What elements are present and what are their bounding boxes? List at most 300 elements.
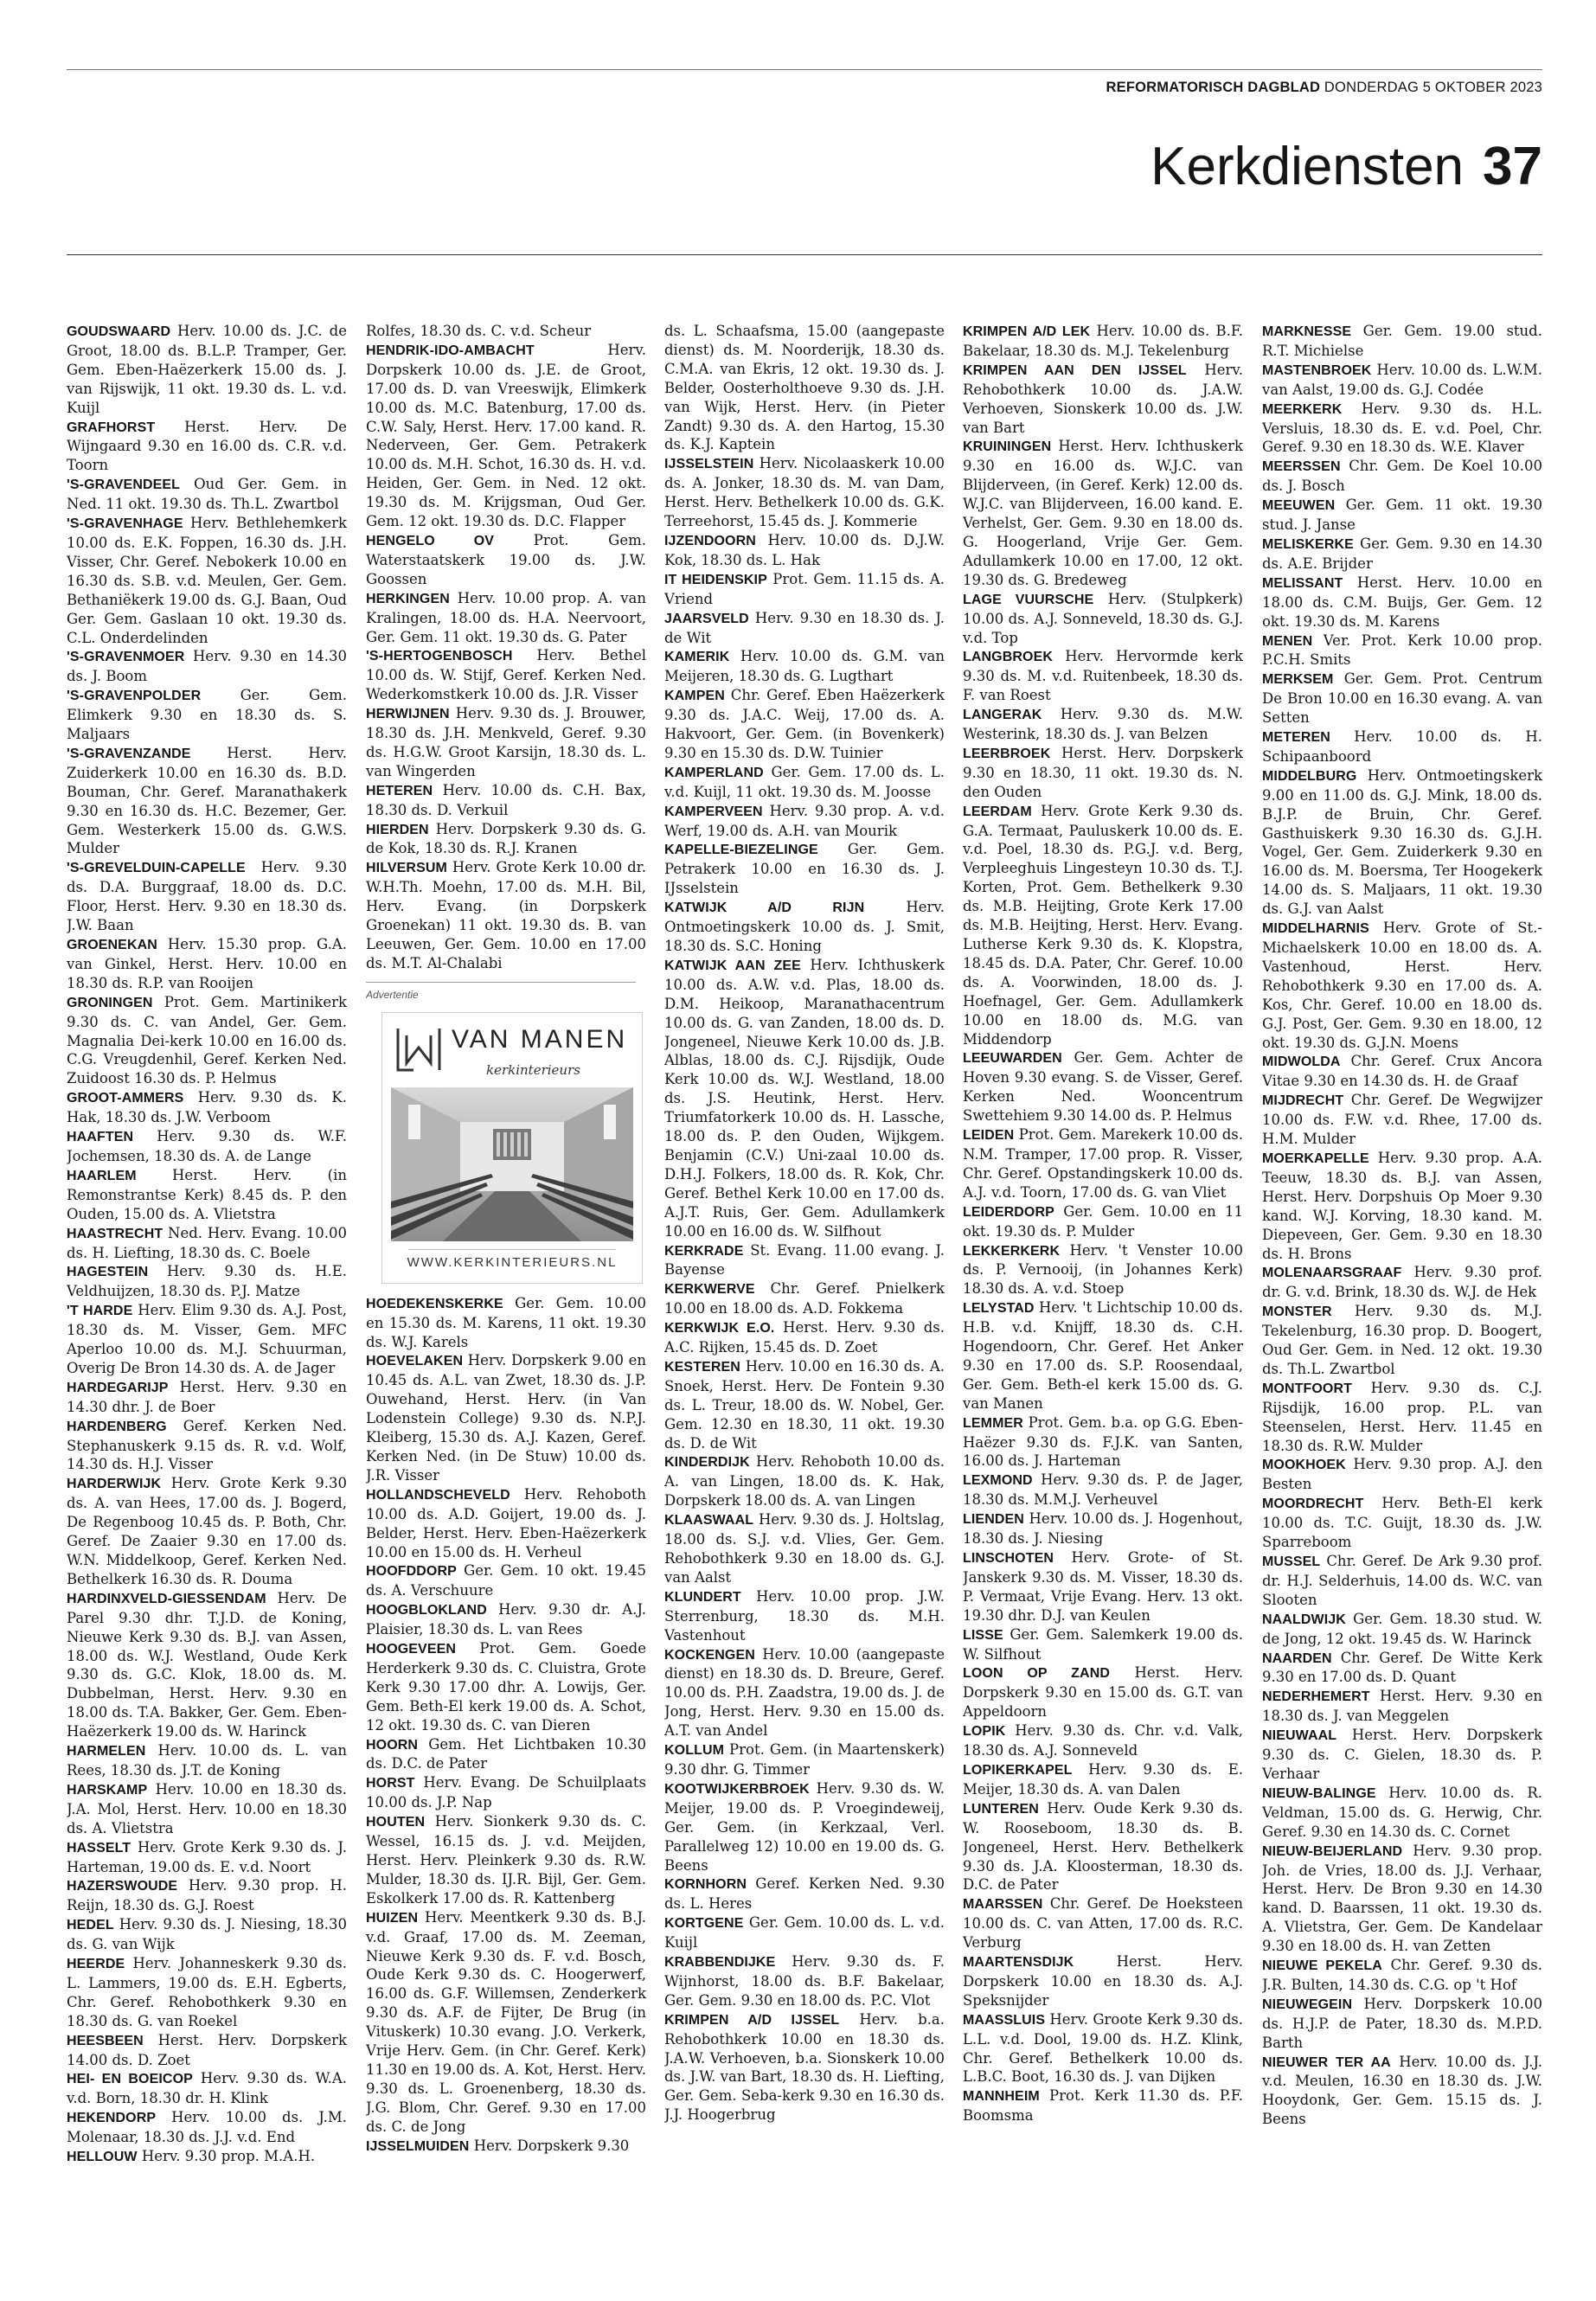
church-listing xyxy=(1262,574,1542,631)
place-name: 'S-HERTOGENBOSCH xyxy=(366,649,513,664)
place-name: KOLLUM xyxy=(664,1743,725,1759)
place-name: LANGERAK xyxy=(963,708,1042,723)
place-name: MOLENAARSGRAAF xyxy=(1262,1266,1402,1281)
advertisement-label: Advertentie xyxy=(366,988,419,1001)
service-details: Herv. 10.00 ds. H. Schipaanboord xyxy=(1262,728,1542,765)
service-details: Herv. Grote Kerk 10.00 dr. W.H.Th. Moehn, 17.00 ds. M.H. Bil, Herv. Evang. (in Dorpskerk Groenekan) 11 okt. 19.30 ds. B. van Leeuwen, Ger. Gem. 10.00 en 17.00 ds. M.T. Al-Chalabi xyxy=(366,859,646,971)
place-name: HENGELO OV xyxy=(366,533,495,548)
service-details: Herv. Grote Kerk 9.30 ds. A. van Hees, 17.00 ds. J. Bogerd, De Regenboog 10.45 ds. P. Both, Chr. Geref. De Zaaier 9.30 en 17.00 ds. W.N. Middelkoop, Geref. Kerken Ned. Bethelkerk 16.30 ds. R. Douma xyxy=(67,1475,347,1587)
place-name: NIEUW-BEIJERLAND xyxy=(1262,1843,1403,1859)
church-listing xyxy=(664,1510,945,1587)
column-1 xyxy=(67,322,347,2279)
church-listing xyxy=(366,1908,646,2137)
church-listing xyxy=(366,531,646,589)
church-listing xyxy=(1262,1379,1542,1456)
church-listing xyxy=(963,1663,1243,1721)
service-details: Geref. Kerken Ned. Stephanuskerk 9.15 ds. R. v.d. Wolf, 14.30 ds. H.J. Visser xyxy=(67,1417,347,1473)
church-listing xyxy=(1262,1649,1542,1688)
place-name: KRIMPEN AAN DEN IJSSEL xyxy=(963,362,1187,378)
service-details: Herv. 9.30 ds. E. Meijer, 18.30 ds. A. van Dalen xyxy=(963,1760,1243,1798)
service-details: Herv. 10.00 ds. G.M. van Meijeren, 18.30 ds. G. Lugthart xyxy=(664,648,945,685)
church-listing xyxy=(963,1125,1243,1202)
church-listing xyxy=(67,1915,347,1954)
church-listing xyxy=(664,1241,945,1280)
service-details: Herv. Nicolaaskerk 10.00 ds. A. Jonker, 18.30 ds. M. van Dam, Herst. Herv. Bethelkerk 10.00 ds. G.K. Terreehorst, 15.45 ds. J. Kommerie xyxy=(664,455,945,530)
place-name: KLAASWAAL xyxy=(664,1513,754,1529)
service-details: Rolfes, 18.30 ds. C. v.d. Scheur xyxy=(366,323,592,339)
place-name: LINSCHOTEN xyxy=(963,1551,1054,1566)
place-name: HOEVELAKEN xyxy=(366,1354,464,1369)
church-listing xyxy=(1262,1052,1542,1091)
service-details: Herv. Groote Kerk 9.30 ds. L.L. v.d. Dool, 19.00 ds. H.Z. Klink, Chr. Geref. Bethelkerk 10.00 ds. L.B.C. Boot, 16.30 ds. J. van Dijken xyxy=(963,2010,1243,2086)
advertisement-logo xyxy=(391,1025,633,1077)
service-details: Ned. Herv. Evang. 10.00 ds. H. Liefting, 18.30 ds. C. Boele xyxy=(67,1224,347,1261)
place-name: HEDEL xyxy=(67,1918,114,1933)
church-listing xyxy=(664,454,945,531)
service-details: Prot. Gem. 11.15 ds. A. Vriend xyxy=(664,570,945,607)
place-name: KINDERDIJK xyxy=(664,1455,750,1471)
service-details: Chr. Geref. De Wegwijzer 10.00 ds. F.W. v.d. Rhee, 17.00 ds. H.M. Mulder xyxy=(1262,1092,1542,1148)
service-details: Ger. Gem. 19.00 stud. R.T. Michielse xyxy=(1262,323,1542,359)
service-details: Herv. 9.30 prop. A. v.d. Werf, 19.00 ds. A.H. van Mourik xyxy=(664,802,945,839)
service-details: Herv. Meentkerk 9.30 ds. B.J. v.d. Graaf, 17.00 ds. M. Zeeman, Nieuwe Kerk 9.30 ds. F. v.d. Bosch, Oude Kerk 9.30 ds. C. Hoogerwerf, 16.00 ds. G.F. Willemsen, Zenderkerk 9.30 ds. A.F. de Fijter, De Brug (in Vituskerk) 10.30 evang. J.O. Verkerk, Vrije Herv. Gem. (in Chr. Geref. Kerk) 11.30 en 19.00 ds. A. Kot, Herst. Herv. 9.30 ds. L. Groenenberg, 18.30 ds. J.G. Blom, Chr. Geref. 9.30 en 17.00 ds. C. de Jong xyxy=(366,1908,646,2135)
church-listing xyxy=(67,2031,347,2070)
place-name: HUIZEN xyxy=(366,1910,419,1926)
service-details: Ger. Gem. 10 okt. 19.45 ds. A. Verschuure xyxy=(366,1562,646,1599)
service-details: Herv. 't Lichtschip 10.00 ds. H.B. v.d. Knijff, 18.30 ds. C.H. Hogendoorn, Chr. Geref. Het Anker 9.30 en 17.00 ds. S.P. Roosendaal, Ger. Gem. Beth-el kerk 15.00 ds. G. van Manen xyxy=(963,1299,1243,1412)
service-details: Herv. Bethlehemkerk 10.00 ds. E.K. Foppen, 16.30 ds. J.H. Visser, Chr. Geref. Nebokerk 10.00 en 16.30 ds. S.B. v.d. Meulen, Ger. Gem. Bethaniëkerk 19.00 ds. G.J. Baan, Oud Ger. Gem. Gaslaan 10 okt. 19.30 ds. C.L. Onderdelinden xyxy=(67,515,347,646)
place-name: HAAFTEN xyxy=(67,1130,134,1145)
place-name: KATWIJK AAN ZEE xyxy=(664,958,801,973)
church-listing xyxy=(664,898,945,956)
service-details: Herv. 9.30 ds. D.A. Burggraaf, 18.00 ds. D.C. Floor, Herst. Herv. 9.30 en 18.30 ds. J.W. Baan xyxy=(67,859,347,934)
church-listing xyxy=(366,1561,646,1600)
service-details: Herv. Ontmoetingskerk 9.00 en 11.00 ds. G.J. Mink, 18.00 ds. B.J.P. de Bruin, Chr. Geref. Gasthuiskerk 9.30 16.30 ds. G.J.H. Vogel, Ger. Gem. Zuiderkerk 9.30 en 16.00 ds. M. Boersma, Ter Hoogekerk 14.00 ds. S. Maljaars, 11 okt. 19.30 ds. G.J. van Aalst xyxy=(1262,766,1542,918)
place-name: HENDRIK-IDO-AMBACHT xyxy=(366,343,535,358)
service-details: Chr. Gem. De Koel 10.00 ds. J. Bosch xyxy=(1262,458,1542,495)
church-listing xyxy=(67,1780,347,1838)
service-details: Herv. 9.30 ds. Chr. v.d. Valk, 18.30 ds. A.J. Sonneveld xyxy=(963,1722,1243,1759)
service-details: Prot. Gem. Waterstaatskerk 19.00 ds. J.W. Goossen xyxy=(366,531,646,587)
section-heading xyxy=(1151,137,1542,196)
service-details: Herv. 10.00 ds. R. Veldman, 15.00 ds. G. Herwig, Chr. Geref. 9.30 en 14.30 ds. C. Cornet xyxy=(1262,1784,1542,1840)
service-details: Chr. Geref. Pnielkerk 10.00 en 18.00 ds. A.D. Fokkema xyxy=(664,1280,945,1317)
church-listing xyxy=(664,1913,945,1952)
place-name: MOERKAPELLE xyxy=(1262,1150,1369,1166)
place-name: HOOFDDORP xyxy=(366,1564,457,1580)
church-listing xyxy=(366,820,646,859)
place-name: KRABBENDIJKE xyxy=(664,1955,776,1971)
service-details: Herv. 10.00 ds. L. van Rees, 18.30 ds. J.T. de Koning xyxy=(67,1742,347,1779)
church-listing xyxy=(1262,322,1542,361)
place-name: NIEUWAAL xyxy=(1262,1728,1337,1744)
service-details: Herv. Dorpskerk 10.00 ds. J.E. de Groot, 17.00 ds. D. van Vreeswijk, Elimkerk 10.00 ds. M.C. Batenburg, 17.00 ds. C.W. Saly, Herst. Herv. 17.00 kand. R. Nederveen, Ger. Gem. Petrakerk 10.00 ds. M.H. Schot, 16.30 ds. H. v.d. Heiden, Ger. Gem. in Ned. 12 okt. 19.30 ds. M. Krijgsman, Oud Ger. Gem. 12 okt. 19.30 ds. D.C. Flapper xyxy=(366,341,646,530)
church-listing xyxy=(664,1645,945,1741)
service-details: Ger. Gem. 10.00 ds. L. v.d. Kuijl xyxy=(664,1914,945,1952)
place-name: NAALDWIJK xyxy=(1262,1612,1346,1627)
place-name: NEDERHEMERT xyxy=(1262,1689,1370,1705)
service-details: Herst. Herv. 9.30 ds. A.C. Rijken, 15.45 ds. D. Zoet xyxy=(664,1319,945,1356)
church-listing xyxy=(963,705,1243,744)
service-details: Herst. Herv. Dorpskerk 14.00 ds. D. Zoet xyxy=(67,2031,347,2068)
church-listing xyxy=(664,1740,945,1779)
church-listing xyxy=(963,1202,1243,1241)
service-details: Herv. 10.00 en 16.30 ds. A. Snoek, Herst. Herv. De Fontein 9.30 ds. L. Treur, 18.00 ds. W. Nobel, Ger. Gem. 12.30 en 18.30, 11 okt. 19.30 ds. D. de Wit xyxy=(664,1357,945,1452)
section-title: Kerkdiensten xyxy=(1151,137,1465,196)
service-details: Herv. 9.30 prop. A.A. Teeuw, 18.30 ds. B.J. van Assen, Herst. Herv. Dorpshuis Op Moer 9.30 kand. W.J. Korving, 18.30 kand. M. Diepeveen, Ger. Gem. 9.30 en 18.30 ds. H. Brons xyxy=(1262,1149,1542,1262)
place-name: KRUININGEN xyxy=(963,439,1052,455)
place-name: IT HEIDENSKIP xyxy=(664,572,767,587)
church-listing xyxy=(963,361,1243,438)
service-details: Herv. Grote Kerk 9.30 ds. G.A. Termaat, Pauluskerk 10.00 ds. E. v.d. Poel, 18.30 ds. P.G.J. v.d. Berg, Verpleeghuis Lingesteyn 10.30 ds. T.J. Korten, Prot. Gem. Bethelkerk 9.30 ds. M.B. Heijting, Grote Kerk 17.00 ds. M.B. Heijting, Herst. Herv. Evang. Lutherse Kerk 9.30 ds. K. Klopstra, 18.45 ds. D.A. Pater, Chr. Geref. 10.00 ds. A. Voorwinden, 18.00 ds. J. Hoefnagel, Ger. Gem. Adullamkerk 10.00 en 18.00 ds. M.G. van Middendorp xyxy=(963,802,1243,1048)
place-name: KOCKENGEN xyxy=(664,1647,755,1663)
church-listing xyxy=(366,589,646,647)
service-details: Herv. Bethel 10.00 ds. W. Stijf, Geref. Kerken Ned. Wederkomstkerk 10.00 ds. J.R. Visser xyxy=(366,647,646,703)
service-details: Herst. Herv. Dorpskerk 9.30 ds. C. Gielen, 18.30 ds. P. Verhaar xyxy=(1262,1727,1542,1782)
place-name: 'T HARDE xyxy=(67,1304,133,1319)
place-name: 'S-GRAVENZANDE xyxy=(67,746,191,761)
church-listing xyxy=(1262,496,1542,535)
place-name: KAMERIK xyxy=(664,650,730,665)
place-name: MIDWOLDA xyxy=(1262,1054,1341,1070)
service-details: Herv. 10.00 ds. J.J. v.d. Meulen, 16.30 en 18.30 ds. J.W. Hooydonk, Ger. Gem. 15.15 ds. J. Beens xyxy=(1262,2053,1542,2128)
place-name: KORTGENE xyxy=(664,1916,744,1932)
service-details: Ger. Gem. Achter de Hoven 9.30 evang. S. de Visser, Geref. Kerken Ned. Wooncentrum Swettehiem 9.30 14.00 ds. P. Helmus xyxy=(963,1049,1243,1125)
church-listing xyxy=(664,1452,945,1510)
service-details: Herv. Dorpskerk 9.00 en 10.45 ds. A.L. van Zwet, 18.30 ds. J.P. Ouwehand, Herst. Herv. (in Van Lodenstein College) 9.30 ds. N.P.J. Kleiberg, 15.30 ds. A.J. Kazen, Geref. Kerken Ned. (in De Stuw) 10.00 ds. J.R. Visser xyxy=(366,1352,646,1484)
place-name: LISSE xyxy=(963,1627,1003,1643)
place-name: HOOGBLOKLAND xyxy=(366,1603,487,1618)
service-details: Herv. 9.30 prop. Joh. de Vries, 18.00 ds. J.J. Verhaar, Herst. Herv. De Bron 9.30 en 14.30 kand. D. Baarssen, 11 okt. 19.30 ds. A. Vlietstra, Ger. Gem. De Kandelaar 9.30 en 18.00 ds. H. van Zetten xyxy=(1262,1842,1542,1955)
service-details: Herv. (Stulpkerk) 10.00 ds. A.J. Sonneveld, 18.30 ds. G.J. v.d. Top xyxy=(963,590,1243,646)
church-listing xyxy=(963,590,1243,648)
service-details: Herv. De Parel 9.30 dhr. T.J.D. de Koning, Nieuwe Kerk 9.30 ds. B.J. van Assen, 18.00 ds. W.J. Westland, Oude Kerk 9.30 ds. G.C. Klok, 18.00 ds. M. Dubbelman, Herst. Herv. 9.30 en 18.00 ds. T.A. Bakker, Ger. Gem. Eben-Haëzerkerk 19.00 ds. W. Harinck xyxy=(67,1589,347,1740)
church-listing xyxy=(366,858,646,972)
church-listing xyxy=(67,993,347,1089)
church-listing xyxy=(1262,1784,1542,1842)
church-listing xyxy=(1262,766,1542,919)
church-listing xyxy=(664,322,945,454)
place-name: KERKWIJK E.O. xyxy=(664,1321,775,1336)
church-listing xyxy=(664,1779,945,1875)
service-details: Herv. 9.30 ds. M.J. Tekelenburg, 16.30 prop. D. Boogert, Oud Ger. Gem. in Ned. 12 okt. 19.30 ds. Th.L. Zwartbol xyxy=(1262,1303,1542,1377)
place-name: NIEUWEGEIN xyxy=(1262,1997,1353,2012)
church-listing xyxy=(664,647,945,686)
place-name: MELISKERKE xyxy=(1262,536,1354,552)
place-name: LOPIKERKAPEL xyxy=(963,1762,1073,1778)
service-details: Ger. Gem. 10.00 en 11 okt. 19.30 ds. P. Mulder xyxy=(963,1202,1243,1240)
service-details: Herv. Ichthuskerk 10.00 ds. A.W. v.d. Plas, 18.00 ds. D.M. Heikoop, Maranathacentrum 10.00 ds. G. van Zanden, 18.00 ds. D. Jongeneel, Nieuwe Kerk 10.00 ds. J.B. Alblas, 18.00 ds. C.J. Rijsdijk, Oude Kerk 10.00 ds. W.J. Westland, 18.00 ds. J.S. Heutink, Herst. Herv. Triumfatorkerk 10.00 ds. H. Lassche, 18.00 ds. P. den Ouden, Wijkgem. Benjamin (C.V.) Uni-zaal 10.00 ds. D.H.J. Folkers, 18.00 ds. R. Kok, Chr. Geref. Bethel Kerk 10.00 en 17.00 ds. A.J.T. Ruis, Ger. Gem. Adullamkerk 10.00 en 16.00 ds. W. Silfhout xyxy=(664,956,945,1240)
church-listing xyxy=(664,1318,945,1357)
place-name: LEXMOND xyxy=(963,1473,1033,1489)
service-details: Herv. Johanneskerk 9.30 ds. L. Lammers, 19.00 ds. E.H. Egberts, Chr. Geref. Rehobothkerk 9.30 en 18.30 ds. G. van Roekel xyxy=(67,1955,347,2029)
service-details: Herv. 10.00 prop. J.W. Sterrenburg, 18.30 ds. M.H. Vastenhout xyxy=(664,1587,945,1644)
church-listing xyxy=(1262,1494,1542,1552)
service-details: Herv. 9.30 prop. M.A.H. xyxy=(141,2148,316,2165)
top-rule xyxy=(67,69,1542,70)
church-listing xyxy=(1262,1726,1542,1784)
place-name: LELYSTAD xyxy=(963,1301,1035,1317)
service-details: Herv. 10.00 ds. J.M. Molenaar, 18.30 ds. J.J. v.d. End xyxy=(67,2109,347,2146)
church-listing xyxy=(67,1301,347,1378)
service-details: St. Evang. 11.00 evang. J. Bayense xyxy=(664,1241,945,1279)
place-name: MOOKHOEK xyxy=(1262,1458,1346,1473)
place-name: LEIDERDORP xyxy=(963,1204,1054,1220)
place-name: MIDDELHARNIS xyxy=(1262,921,1369,937)
church-listing xyxy=(366,341,646,531)
church-listing xyxy=(664,531,945,570)
church-listing xyxy=(963,1298,1243,1413)
church-listing xyxy=(1262,1302,1542,1379)
place-name: HAASTRECHT xyxy=(67,1226,163,1241)
place-name: LOON OP ZAND xyxy=(963,1666,1111,1682)
service-details: Herv. 9.30 ds. P. de Jager, 18.30 ds. M.M.J. Verheuvel xyxy=(963,1471,1243,1509)
church-listing xyxy=(366,1812,646,1908)
service-details: Prot. Gem. Martinikerk 9.30 ds. C. van Andel, Ger. Gem. Magnalia Dei-kerk 10.00 en 16.00 ds. C.G. Vreugdenhil, Geref. Kerken Ned. Zuidoost 16.30 ds. P. Helmus xyxy=(67,993,347,1087)
service-details: Herv. 9.30 ds. J. Brouwer, 18.30 ds. J.H. Menkveld, Geref. 9.30 ds. H.G.W. Groot Karsijn, 18.30 ds. L. van Wingerden xyxy=(366,705,646,779)
publication-name: REFORMATORISCH DAGBLAD xyxy=(1106,80,1321,95)
place-name: KRIMPEN A/D IJSSEL xyxy=(664,2012,840,2028)
church-listing xyxy=(67,514,347,647)
place-name: KAMPERVEEN xyxy=(664,804,763,819)
place-name: KESTEREN xyxy=(664,1359,740,1375)
service-details: Herv. 9.30 ds. J. Niesing, 18.30 ds. G. van Wijk xyxy=(67,1916,347,1953)
service-details: Herv. Rehobothkerk 10.00 ds. J.A.W. Verhoeven, Sionskerk 10.00 ds. J.W. van Bart xyxy=(963,361,1243,436)
church-listing xyxy=(67,475,347,514)
service-details: ds. L. Schaafsma, 15.00 (aangepaste dienst) ds. M. Noorderijk, 18.30 ds. C.M.A. van Ekris, 12 okt. 19.30 ds. J. Belder, Oosterholthoeve 9.30 ds. J.H. van Wijk, Herst. Herv. (in Pieter Zandt) 9.30 ds. A. den Hartog, 15.30 ds. K.J. Kaptein xyxy=(664,323,945,453)
place-name: HARMELEN xyxy=(67,1744,146,1759)
church-listing xyxy=(1262,919,1542,1052)
place-name: HARDENBERG xyxy=(67,1419,167,1434)
church-listing xyxy=(1262,1263,1542,1302)
service-details: Herst. Herv. Dorpskerk 9.30 en 18.30, 11 okt. 19.30 ds. N. den Ouden xyxy=(963,744,1243,800)
place-name: HETEREN xyxy=(366,783,433,798)
church-listing xyxy=(1262,1956,1542,1995)
place-name: HOEDEKENSKERKE xyxy=(366,1296,503,1311)
church-listing xyxy=(664,1279,945,1318)
place-name: IJZENDOORN xyxy=(664,533,756,548)
place-name: LEERDAM xyxy=(963,804,1032,819)
service-details: Ger. Gem. 18.30 stud. W. de Jong, 12 okt. 19.45 ds. W. Harinck xyxy=(1262,1610,1542,1647)
church-listing xyxy=(664,956,945,1241)
service-details: Ger. Gem. 9.30 en 14.30 ds. A.E. Brijder xyxy=(1262,535,1542,572)
service-details: Herv. 15.30 prop. G.A. van Ginkel, Herst. Herv. 10.00 en 18.30 ds. R.P. van Rooijen xyxy=(67,936,347,991)
church-listing xyxy=(67,322,347,418)
place-name: HIERDEN xyxy=(366,822,429,837)
place-name: 'S-GREVELDUIN-CAPELLE xyxy=(67,861,246,876)
church-listing xyxy=(664,1357,945,1453)
service-details: Herv. Dorpskerk 9.30 ds. G. de Kok, 18.30 ds. R.J. Kranen xyxy=(366,820,646,857)
place-name: MENEN xyxy=(1262,633,1313,649)
place-name: HARSKAMP xyxy=(67,1782,148,1798)
advertisement-url: WWW.KERKINTERIEURS.NL xyxy=(407,1254,618,1270)
place-name: MEERKERK xyxy=(1262,401,1343,417)
place-name: LEMMER xyxy=(963,1415,1023,1431)
service-details: Prot. Kerk 11.30 ds. P.F. Boomsma xyxy=(963,2087,1243,2125)
church-listing xyxy=(67,935,347,993)
service-details: Herv. 10.00 ds. L.W.M. van Aalst, 19.00 ds. G.J. Codée xyxy=(1262,361,1542,398)
column-3 xyxy=(664,322,945,2279)
church-listing xyxy=(664,840,945,898)
place-name: MEEUWEN xyxy=(1262,498,1336,514)
service-details: Herv. 9.30 ds. W.A. v.d. Born, 18.30 dr. H. Klink xyxy=(67,2070,347,2107)
church-listing xyxy=(963,1760,1243,1799)
advertisement-brand: VAN MANEN xyxy=(452,1024,628,1054)
church-listing xyxy=(963,437,1243,589)
place-name: NIEUWER TER AA xyxy=(1262,2054,1391,2070)
service-details: Herv. 9.30 prop. H. Reijn, 18.30 ds. G.J. Roest xyxy=(67,1877,347,1914)
church-listing xyxy=(963,1721,1243,1760)
church-listing xyxy=(664,2010,945,2125)
place-name: LEIDEN xyxy=(963,1128,1015,1144)
place-name: GOUDSWAARD xyxy=(67,324,171,339)
place-name: MUSSEL xyxy=(1262,1554,1321,1569)
service-details: Herv. 9.30 ds. F. Wijnhorst, 18.00 ds. B.F. Bakelaar, Ger. Gem. 9.30 en 18.00 ds. P.C. Vlot xyxy=(664,1953,945,2009)
church-listing xyxy=(366,1600,646,1639)
church-listing xyxy=(67,1378,347,1417)
place-name: MOORDRECHT xyxy=(1262,1497,1364,1512)
place-name: 'S-GRAVENHAGE xyxy=(67,516,183,532)
place-name: GROENEKAN xyxy=(67,938,157,952)
church-listing xyxy=(67,1474,347,1588)
place-name: KORNHORN xyxy=(664,1877,747,1893)
column-4 xyxy=(963,322,1243,2279)
service-details: Prot. Gem. (in Maartenskerk) 9.30 dhr. G. Timmer xyxy=(664,1741,945,1778)
service-details: Herv. Grote- of St. Janskerk 9.30 ds. M. Visser, 18.30 ds. P. Vermaat, Vrije Evang. Herv. 13 okt. 19.30 dhr. D.J. van Keulen xyxy=(963,1549,1243,1624)
service-details: Herv. 9.30 dr. A.J. Plaisier, 18.30 ds. L. van Rees xyxy=(366,1601,646,1638)
church-listing xyxy=(963,744,1243,802)
church-listing xyxy=(963,1413,1243,1471)
place-name: HEI- EN BOEICOP xyxy=(67,2072,193,2087)
church-listing xyxy=(366,1773,646,1812)
service-details: Chr. Geref. De Witte Kerk 9.30 en 17.00 ds. D. Quant xyxy=(1262,1649,1542,1686)
place-name: 'S-GRAVENPOLDER xyxy=(67,689,202,704)
service-details: Herv. Dorpskerk 10.00 ds. H.J.P. de Pater, 18.30 ds. M.P.D. Barth xyxy=(1262,1995,1542,2051)
church-listing xyxy=(1262,1091,1542,1149)
service-details: Herst. Herv. Dorpskerk 9.30 en 15.00 ds. G.T. van Appeldoorn xyxy=(963,1664,1243,1721)
service-details: Herv. 9.30 ds. H.L. Versluis, 18.30 ds. E. v.d. Poel, Chr. Geref. 9.30 en 18.30 ds. W.E. Klaver xyxy=(1262,400,1542,456)
church-listing xyxy=(1262,631,1542,670)
church-listing xyxy=(67,2069,347,2108)
church-listing xyxy=(1262,670,1542,727)
church-interior-photo xyxy=(391,1087,633,1241)
service-details: Herv. 9.30 en 14.30 ds. J. Boom xyxy=(67,648,347,685)
place-name: LIENDEN xyxy=(963,1512,1024,1528)
church-listing xyxy=(366,781,646,820)
church-listing xyxy=(664,570,945,609)
church-listing xyxy=(67,1741,347,1780)
place-name: HERKINGEN xyxy=(366,591,450,606)
service-details: Herv. 10.00 en 18.30 ds. J.A. Mol, Herst. Herv. 10.00 en 18.30 ds. A. Vlietstra xyxy=(67,1780,347,1836)
church-listing xyxy=(67,858,347,935)
advertisement xyxy=(366,982,636,1284)
place-name: LUNTEREN xyxy=(963,1801,1039,1817)
church-listing xyxy=(67,1127,347,1166)
place-name: HASSELT xyxy=(67,1840,131,1856)
service-details: Herv. 10.00 ds. D.J.W. Kok, 18.30 ds. L. Hak xyxy=(664,531,945,568)
church-listing xyxy=(963,1509,1243,1548)
service-details: Ger. Gem. Prot. Centrum De Bron 10.00 en 16.30 evang. A. van Setten xyxy=(1262,670,1542,727)
place-name: KERKWERVE xyxy=(664,1282,755,1298)
masthead xyxy=(1106,80,1543,96)
church-listing xyxy=(963,1548,1243,1625)
place-name: HEKENDORP xyxy=(67,2111,157,2126)
place-name: MEERSSEN xyxy=(1262,459,1341,475)
place-name: MANNHEIM xyxy=(963,2089,1040,2105)
church-listing xyxy=(366,2137,646,2157)
service-details: Herst. Herv. 9.30 en 14.30 dhr. J. de Boer xyxy=(67,1378,347,1415)
column-5 xyxy=(1262,322,1542,2279)
service-details: Herv. 9.30 ds. H.E. Veldhuijzen, 18.30 ds. P.J. Matze xyxy=(67,1263,347,1300)
place-name: HOLLANDSCHEVELD xyxy=(366,1487,510,1503)
church-listing xyxy=(1262,535,1542,574)
service-details: Herv. 9.30 ds. M.W. Westerink, 18.30 ds. J. van Belzen xyxy=(963,706,1243,743)
service-details: Herst. Herv. De Wijngaard 9.30 en 16.00 ds. C.R. v.d. Toorn xyxy=(67,418,347,474)
service-details: Oud Ger. Gem. in Ned. 11 okt. 19.30 ds. Th.L. Zwartbol xyxy=(67,476,347,513)
service-details: Herv. 10.00 ds. C.H. Bax, 18.30 ds. D. Verkuil xyxy=(366,781,646,818)
service-details: Ger. Gem. 11 okt. 19.30 stud. J. Janse xyxy=(1262,497,1542,534)
place-name: 'S-GRAVENDEEL xyxy=(67,478,181,493)
place-name: IJSSELSTEIN xyxy=(664,457,754,472)
place-name: MAARSSEN xyxy=(963,1897,1043,1913)
place-name: MAASSLUIS xyxy=(963,2012,1046,2028)
service-details: Herst. Herv. 10.00 en 18.00 ds. C.M. Buijs, Ger. Gem. 12 okt. 19.30 ds. M. Karens xyxy=(1262,574,1542,630)
place-name: LEKKERKERK xyxy=(963,1243,1061,1259)
church-listing xyxy=(67,2108,347,2147)
place-name: KAPELLE-BIEZELINGE xyxy=(664,843,818,858)
place-name: METEREN xyxy=(1262,730,1330,746)
church-listing xyxy=(1262,361,1542,400)
service-details: Herv. Grote of St.-Michaelskerk 10.00 en 18.00 ds. A. Vastenhoud, Herst. Herv. Rehobothkerk 9.30 en 17.00 ds. A. Kos, Chr. Geref. 10.00 en 18.00 ds. G.J. Post, Ger. Gem. 9.30 en 18.00, 12 okt. 19.30 ds. G.J.N. Moens xyxy=(1262,920,1542,1051)
service-details: Herst. Herv. 9.30 en 18.30 ds. J. van Meggelen xyxy=(1262,1688,1542,1725)
service-details: Herv. 10.00 ds. B.F. Bakelaar, 18.30 ds. M.J. Tekelenburg xyxy=(963,323,1243,359)
service-details: Herv. Rehoboth 10.00 ds. A. van Lingen, 18.00 ds. K. Hak, Dorpskerk 18.00 ds. A. van Lingen xyxy=(664,1453,945,1509)
church-listing xyxy=(67,1088,347,1127)
church-listing xyxy=(366,1735,646,1774)
service-details: Herv. 9.30 prop. A.J. den Besten xyxy=(1262,1456,1542,1493)
place-name: KAMPEN xyxy=(664,689,725,704)
church-listing xyxy=(664,1587,945,1645)
church-interior-illustration xyxy=(391,1087,633,1241)
service-details: Herst. Herv. Dorpskerk 10.00 en 18.30 ds. A.J. Speksnijder xyxy=(963,1953,1243,2009)
church-listing xyxy=(1262,1687,1542,1726)
service-details: Ger. Gem. 10.00 en 15.30 ds. M. Karens, 11 okt. 19.30 ds. W.J. Karels xyxy=(366,1294,646,1350)
service-details: Herv. Ontmoetingskerk 10.00 ds. J. Smit, 18.30 ds. S.C. Honing xyxy=(664,899,945,954)
place-name: MASTENBROEK xyxy=(1262,362,1372,378)
church-listing xyxy=(963,1625,1243,1664)
church-listing xyxy=(1262,1610,1542,1649)
church-listing xyxy=(963,322,1243,361)
place-name: HARDERWIJK xyxy=(67,1477,162,1492)
service-details: Chr. Geref. De Hoeksteen 10.00 ds. C. van Atten, 17.00 ds. R.C. Verburg xyxy=(963,1895,1243,1952)
service-details: Herv. 9.30 ds. J. Holtslag, 18.00 ds. S.J. v.d. Vlies, Ger. Gem. Rehobothkerk 9.30 en 18.00 ds. G.J. van Aalst xyxy=(664,1511,945,1586)
place-name: HILVERSUM xyxy=(366,861,447,876)
place-name: KAMPERLAND xyxy=(664,765,764,780)
place-name: HAZERSWOUDE xyxy=(67,1879,178,1894)
church-listing xyxy=(366,1351,646,1484)
service-details: Ger. Gem. Petrakerk 10.00 en 16.30 ds. J. IJsselstein xyxy=(664,841,945,897)
church-listing xyxy=(963,1241,1243,1299)
place-name: GROOT-AMMERS xyxy=(67,1091,184,1106)
church-listing xyxy=(67,1589,347,1741)
church-listing xyxy=(1262,457,1542,496)
church-listing xyxy=(963,647,1243,705)
place-name: HORST xyxy=(366,1776,415,1791)
place-name: MIJDRECHT xyxy=(1262,1093,1344,1109)
church-listing xyxy=(1262,1995,1542,2053)
church-listing xyxy=(366,704,646,781)
place-name: HEERDE xyxy=(67,1957,125,1972)
